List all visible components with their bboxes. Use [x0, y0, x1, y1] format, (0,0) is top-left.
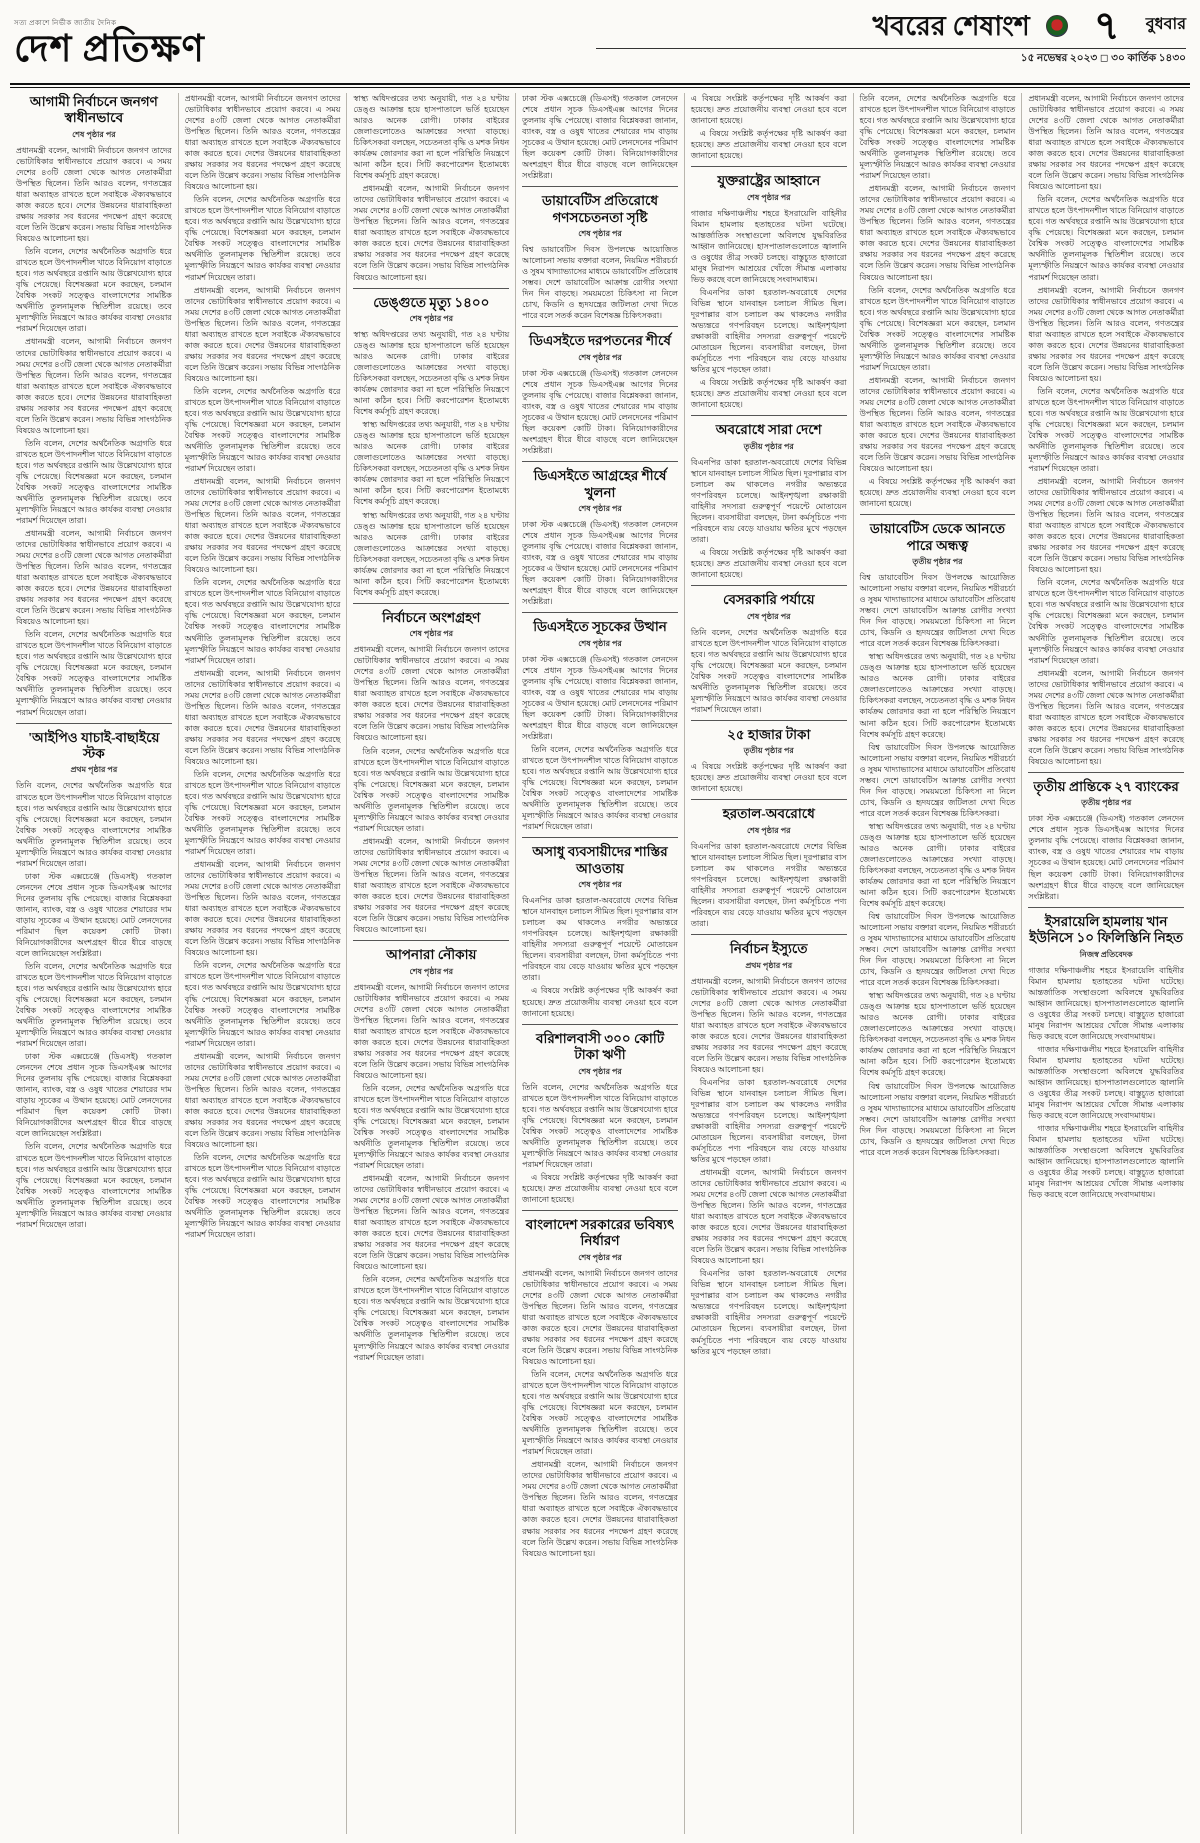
story-body [522, 368, 678, 456]
story [691, 934, 847, 1357]
story-headline: তৃতীয় প্রান্তিকে ২৭ ব্যাংকের [1033, 778, 1179, 794]
story-paragraph: তিনি বলেন, দেশের অর্থনৈতিক অগ্রগতি ধরে রাখতে হলে উৎপাদনশীল খাতে বিনিয়োগ বাড়াতে হবে। গত অর্থবছরে রপ্তানি আয় উল্লেখযোগ্য হারে বৃদ্ধি পেয়েছে। বিশেষজ্ঞরা মনে করছেন, চলমান বৈশ্বিক সংকট সত্ত্বেও বাংলাদেশের সামষ্টিক অর্থনীতি তুলনামূলক স্থিতিশীল রয়েছে। তবে মূল্যস্ফীতি নিয়ন্ত্রণে আরও কার্যকর ব্যবস্থা নেওয়ার পরামর্শ দিয়েছেন তারা। [522, 745, 678, 832]
story-kicker: শেষ পৃষ্ঠার পর [578, 1252, 622, 1262]
story-kicker: তৃতীয় পৃষ্ঠার পর [743, 746, 794, 756]
story [691, 720, 847, 795]
story-kicker: শেষ পৃষ্ঠার পর [746, 825, 791, 835]
story-kicker: শেষ পৃষ্ঠার পর [578, 229, 622, 239]
story-kicker: শেষ পৃষ্ঠার পর [578, 880, 622, 890]
story-paragraph: এ বিষয়ে সংশ্লিষ্ট কর্তৃপক্ষের দৃষ্টি আকর্ষণ করা হয়েছে। দ্রুত প্রয়োজনীয় ব্যবস্থা নেওয়া হবে বলে জানানো হয়েছে। [522, 1172, 678, 1204]
story-paragraph: প্রধানমন্ত্রী বলেন, আগামী নির্বাচনে জনগণ তাদের ভোটাধিকার স্বাধীনভাবে প্রয়োগ করবে। এ সময় দেশের ৪৩টি জেলা থেকে আগত নেতাকর্মীরা উপস্থিত ছিলেন। তিনি আরও বলেন, গণতন্ত্রের ধারা অব্যাহত রাখতে হলে সবাইকে ঐক্যবদ্ধভাবে কাজ করতে হবে। দেশের উন্নয়নের ধারাবাহিকতা রক্ষায় সরকার সব ধরনের পদক্ষেপ গ্রহণ করেছে বলে তিনি উল্লেখ করেন। সভায় বিভিন্ন সাংগঠনিক বিষয়েও আলোচনা হয়। [353, 836, 510, 934]
story-body [691, 208, 847, 411]
story-body [691, 457, 847, 580]
story-body [522, 895, 678, 1018]
story-kicker: শেষ পৃষ্ঠার পর [578, 352, 622, 362]
story-paragraph: তিনি বলেন, দেশের অর্থনৈতিক অগ্রগতি ধরে রাখতে হলে উৎপাদনশীল খাতে বিনিয়োগ বাড়াতে হবে। গত অর্থবছরে রপ্তানি আয় উল্লেখযোগ্য হারে বৃদ্ধি পেয়েছে। বিশেষজ্ঞরা মনে করছেন, চলমান বৈশ্বিক সংকট সত্ত্বেও বাংলাদেশের সামষ্টিক অর্থনীতি তুলনামূলক স্থিতিশীল রয়েছে। তবে মূল্যস্ফীতি নিয়ন্ত্রণে আরও কার্যকর ব্যবস্থা নেওয়ার পরামর্শ দিয়েছেন তারা। [353, 1083, 510, 1170]
story-paragraph: প্রধানমন্ত্রী বলেন, আগামী নির্বাচনে জনগণ তাদের ভোটাধিকার স্বাধীনভাবে প্রয়োগ করবে। এ সময় দেশের ৪৩টি জেলা থেকে আগত নেতাকর্মীরা উপস্থিত ছিলেন। তিনি আরও বলেন, গণতন্ত্রের ধারা অব্যাহত রাখতে হলে সবাইকে ঐক্যবদ্ধভাবে কাজ করতে হবে। দেশের উন্নয়নের ধারাবাহিকতা রক্ষায় সরকার সব ধরনের পদক্ষেপ গ্রহণ করেছে বলে তিনি উল্লেখ করেন। সভায় বিভিন্ন সাংগঠনিক বিষয়েও আলোচনা হয়। [522, 1268, 678, 1367]
story-paragraph: গাজার দক্ষিণাঞ্চলীয় শহরে ইসরায়েলি বাহিনীর বিমান হামলায় হতাহতের ঘটনা ঘটেছে। আন্তর্জাতিক সংস্থাগুলো অবিলম্বে যুদ্ধবিরতির আহ্বান জানিয়েছে। হাসপাতালগুলোতে জ্বালানি ও ওষুধের তীব্র সংকট চলছে। বাস্তুচ্যুত হাজারো মানুষ নিরাপদ আশ্রয়ের খোঁজে সীমান্ত এলাকায় ভিড় করছে বলে জানিয়েছে সংবাদমাধ্যম। [1028, 1044, 1185, 1120]
story-paragraph: তিনি বলেন, দেশের অর্থনৈতিক অগ্রগতি ধরে রাখতে হলে উৎপাদনশীল খাতে বিনিয়োগ বাড়াতে হবে। গত অর্থবছরে রপ্তানি আয় উল্লেখযোগ্য হারে বৃদ্ধি পেয়েছে। বিশেষজ্ঞরা মনে করছেন, চলমান বৈশ্বিক সংকট সত্ত্বেও বাংলাদেশের সামষ্টিক অর্থনীতি তুলনামূলক স্থিতিশীল রয়েছে। তবে মূল্যস্ফীতি নিয়ন্ত্রণে আরও কার্যকর ব্যবস্থা নেওয়ার পরামর্শ দিয়েছেন তারা। [16, 1142, 172, 1229]
story [353, 288, 509, 598]
story-paragraph: তিনি বলেন, দেশের অর্থনৈতিক অগ্রগতি ধরে রাখতে হলে উৎপাদনশীল খাতে বিনিয়োগ বাড়াতে হবে। গত অর্থবছরে রপ্তানি আয় উল্লেখযোগ্য হারে বৃদ্ধি পেয়েছে। বিশেষজ্ঞরা মনে করছেন, চলমান বৈশ্বিক সংকট সত্ত্বেও বাংলাদেশের সামষ্টিক অর্থনীতি তুলনামূলক স্থিতিশীল রয়েছে। তবে মূল্যস্ফীতি নিয়ন্ত্রণে আরও কার্যকর ব্যবস্থা নেওয়ার পরামর্শ দিয়েছেন তারা। [184, 195, 341, 282]
story-headline: বাংলাদেশ সরকারের ভবিষ্যৎ নির্ধারণ [525, 1216, 675, 1249]
story-paragraph: প্রধানমন্ত্রী বলেন, আগামী নির্বাচনে জনগণ তাদের ভোটাধিকার স্বাধীনভাবে প্রয়োগ করবে। এ সময় দেশের ৪৩টি জেলা থেকে আগত নেতাকর্মীরা উপস্থিত ছিলেন। তিনি আরও বলেন, গণতন্ত্রের ধারা অব্যাহত রাখতে হলে সবাইকে ঐক্যবদ্ধভাবে কাজ করতে হবে। দেশের উন্নয়নের ধারাবাহিকতা রক্ষায় সরকার সব ধরনের পদক্ষেপ গ্রহণ করেছে বলে তিনি উল্লেখ করেন। সভায় বিভিন্ন সাংগঠনিক বিষয়েও আলোচনা হয়। [690, 976, 847, 1074]
masthead-right [235, 3, 1186, 68]
story-kicker: শেষ পৃষ্ঠার পর [72, 129, 116, 139]
story-paragraph: এ বিষয়ে সংশ্লিষ্ট কর্তৃপক্ষের দৃষ্টি আকর্ষণ করা হয়েছে। দ্রুত প্রয়োজনীয় ব্যবস্থা নেওয়া হবে বলে জানানো হয়েছে। [690, 94, 847, 126]
story-paragraph: প্রধানমন্ত্রী বলেন, আগামী নির্বাচনে জনগণ তাদের ভোটাধিকার স্বাধীনভাবে প্রয়োগ করবে। এ সময় দেশের ৪৩টি জেলা থেকে আগত নেতাকর্মীরা উপস্থিত ছিলেন। তিনি আরও বলেন, গণতন্ত্রের ধারা অব্যাহত রাখতে হলে সবাইকে ঐক্যবদ্ধভাবে কাজ করতে হবে। দেশের উন্নয়নের ধারাবাহিকতা রক্ষায় সরকার সব ধরনের পদক্ষেপ গ্রহণ করেছে বলে তিনি উল্লেখ করেন। সভায় বিভিন্ন সাংগঠনিক বিষয়েও আলোচনা হয়। [353, 1174, 510, 1272]
story-paragraph: তিনি বলেন, দেশের অর্থনৈতিক অগ্রগতি ধরে রাখতে হলে উৎপাদনশীল খাতে বিনিয়োগ বাড়াতে হবে। গত অর্থবছরে রপ্তানি আয় উল্লেখযোগ্য হারে বৃদ্ধি পেয়েছে। বিশেষজ্ঞরা মনে করছেন, চলমান বৈশ্বিক সংকট সত্ত্বেও বাংলাদেশের সামষ্টিক অর্থনীতি তুলনামূলক স্থিতিশীল রয়েছে। তবে মূল্যস্ফীতি নিয়ন্ত্রণে আরও কার্যকর ব্যবস্থা নেওয়ার পরামর্শ দিয়েছেন তারা। [522, 1082, 678, 1169]
story-body [691, 841, 847, 929]
story-paragraph: এ বিষয়ে সংশ্লিষ্ট কর্তৃপক্ষের দৃষ্টি আকর্ষণ করা হয়েছে। দ্রুত প্রয়োজনীয় ব্যবস্থা নেওয়া হবে বলে জানানো হয়েছে। [690, 547, 847, 579]
story-paragraph: প্রধানমন্ত্রী বলেন, আগামী নির্বাচনে জনগণ তাদের ভোটাধিকার স্বাধীনভাবে প্রয়োগ করবে। এ সময় দেশের ৪৩টি জেলা থেকে আগত নেতাকর্মীরা উপস্থিত ছিলেন। তিনি আরও বলেন, গণতন্ত্রের ধারা অব্যাহত রাখতে হলে সবাইকে ঐক্যবদ্ধভাবে কাজ করতে হবে। দেশের উন্নয়নের ধারাবাহিকতা রক্ষায় সরকার সব ধরনের পদক্ষেপ গ্রহণ করেছে বলে তিনি উল্লেখ করেন। সভায় বিভিন্ন সাংগঠনিক বিষয়েও আলোচনা হয়। [16, 145, 172, 244]
story-body [522, 93, 678, 181]
story-paragraph: বিএনপির ডাকা হরতাল-অবরোধে দেশের বিভিন্ন স্থানে যানবাহন চলাচল সীমিত ছিল। দূরপাল্লার বাস চলাচল কম থাকলেও নগরীর অভ্যন্তরে গণপরিবহন চলেছে। আইনশৃঙ্খলা রক্ষাকারী বাহিনীর সদস্যরা গুরুত্বপূর্ণ পয়েন্টে মোতায়েন ছিলেন। ব্যবসায়ীরা বলছেন, টানা কর্মসূচিতে পণ্য পরিবহনে ব্যয় বেড়ে যাওয়ায় ক্ষতির মুখে পড়ছেন তারা। [690, 841, 847, 928]
paper-logo: দেশ প্রতিক্ষণ [14, 29, 205, 70]
story-paragraph: বিএনপির ডাকা হরতাল-অবরোধে দেশের বিভিন্ন স্থানে যানবাহন চলাচল সীমিত ছিল। দূরপাল্লার বাস চলাচল কম থাকলেও নগরীর অভ্যন্তরে গণপরিবহন চলেছে। আইনশৃঙ্খলা রক্ষাকারী বাহিনীর সদস্যরা গুরুত্বপূর্ণ পয়েন্টে মোতায়েন ছিলেন। ব্যবসায়ীরা বলছেন, টানা কর্মসূচিতে পণ্য পরিবহনে ব্যয় বেড়ে যাওয়ায় ক্ষতির মুখে পড়ছেন তারা। [690, 457, 847, 544]
header-divider [10, 83, 1190, 88]
story-paragraph: প্রধানমন্ত্রী বলেন, আগামী নির্বাচনে জনগণ তাদের ভোটাধিকার স্বাধীনভাবে প্রয়োগ করবে। এ সময় দেশের ৪৩টি জেলা থেকে আগত নেতাকর্মীরা উপস্থিত ছিলেন। তিনি আরও বলেন, গণতন্ত্রের ধারা অব্যাহত রাখতে হলে সবাইকে ঐক্যবদ্ধভাবে কাজ করতে হবে। দেশের উন্নয়নের ধারাবাহিকতা রক্ষায় সরকার সব ধরনের পদক্ষেপ গ্রহণ করেছে বলে তিনি উল্লেখ করেন। সভায় বিভিন্ন সাংগঠনিক বিষয়েও আলোচনা হয়। [859, 375, 1016, 474]
story-body [691, 976, 847, 1357]
story-paragraph: ঢাকা স্টক এক্সচেঞ্জে (ডিএসই) গতকাল লেনদেন শেষে প্রধান সূচক ডিএসইএক্স আগের দিনের তুলনায় বৃদ্ধি পেয়েছে। বাজার বিশ্লেষকরা জানান, ব্যাংক, বস্ত্র ও ওষুধ খাতের শেয়ারের দাম বাড়ায় সূচকের এ উত্থান হয়েছে। মোট লেনদেনের পরিমাণ ছিল কয়েকশ কোটি টাকা। বিনিয়োগকারীদের অংশগ্রহণ ধীরে ধীরে বাড়ছে বলে জানিয়েছেন সংশ্লিষ্টরা। [522, 654, 678, 741]
story-paragraph: এ বিষয়ে সংশ্লিষ্ট কর্তৃপক্ষের দৃষ্টি আকর্ষণ করা হয়েছে। দ্রুত প্রয়োজনীয় ব্যবস্থা নেওয়া হবে বলে জানানো হয়েছে। [690, 762, 847, 794]
story [1028, 907, 1184, 1201]
story-body [1028, 93, 1184, 767]
story [353, 940, 509, 1363]
story-paragraph: প্রধানমন্ত্রী বলেন, আগামী নির্বাচনে জনগণ তাদের ভোটাধিকার স্বাধীনভাবে প্রয়োগ করবে। এ সময় দেশের ৪৩টি জেলা থেকে আগত নেতাকর্মীরা উপস্থিত ছিলেন। তিনি আরও বলেন, গণতন্ত্রের ধারা অব্যাহত রাখতে হলে সবাইকে ঐক্যবদ্ধভাবে কাজ করতে হবে। দেশের উন্নয়নের ধারাবাহিকতা রক্ষায় সরকার সব ধরনের পদক্ষেপ গ্রহণ করেছে বলে তিনি উল্লেখ করেন। সভায় বিভিন্ন সাংগঠনিক বিষয়েও আলোচনা হয়। [522, 1460, 678, 1558]
story-paragraph: স্বাস্থ্য অধিদপ্তরের তথ্য অনুযায়ী, গত ২৪ ঘণ্টায় ডেঙ্গু আক্রান্ত হয়ে হাসপাতালে ভর্তি হয়েছেন আরও অনেক রোগী। ঢাকার বাইরের জেলাগুলোতেও আক্রান্তের সংখ্যা বাড়ছে। চিকিৎসকরা বলছেন, সচেতনতা বৃদ্ধি ও মশক নিধন কার্যক্রম জোরদার করা না হলে পরিস্থিতি নিয়ন্ত্রণে আনা কঠিন হবে। সিটি করপোরেশন ইতোমধ্যে বিশেষ কর্মসূচি গ্রহণ করেছে। [353, 510, 510, 597]
story [691, 166, 847, 410]
story-paragraph: তিনি বলেন, দেশের অর্থনৈতিক অগ্রগতি ধরে রাখতে হলে উৎপাদনশীল খাতে বিনিয়োগ বাড়াতে হবে। গত অর্থবছরে রপ্তানি আয় উল্লেখযোগ্য হারে বৃদ্ধি পেয়েছে। বিশেষজ্ঞরা মনে করছেন, চলমান বৈশ্বিক সংকট সত্ত্বেও বাংলাদেশের সামষ্টিক অর্থনীতি তুলনামূলক স্থিতিশীল রয়েছে। তবে মূল্যস্ফীতি নিয়ন্ত্রণে আরও কার্যকর ব্যবস্থা নেওয়ার পরামর্শ দিয়েছেন তারা। [184, 961, 341, 1048]
logo-block [14, 17, 205, 68]
story-paragraph: বিশ্ব ডায়াবেটিস দিবস উপলক্ষে আয়োজিত আলোচনা সভায় বক্তারা বলেন, নিয়মিত শরীরচর্চা ও সুষম খাদ্যাভ্যাসের মাধ্যমে ডায়াবেটিস প্রতিরোধ সম্ভব। দেশে ডায়াবেটিস আক্রান্ত রোগীর সংখ্যা দিন দিন বাড়ছে। সময়মতো চিকিৎসা না নিলে চোখ, কিডনি ও হৃদযন্ত্রের জটিলতা দেখা দিতে পারে বলে সতর্ক করেন বিশেষজ্ঞ চিকিৎসকরা। [859, 912, 1016, 988]
story-paragraph: বিএনপির ডাকা হরতাল-অবরোধে দেশের বিভিন্ন স্থানে যানবাহন চলাচল সীমিত ছিল। দূরপাল্লার বাস চলাচল কম থাকলেও নগরীর অভ্যন্তরে গণপরিবহন চলেছে। আইনশৃঙ্খলা রক্ষাকারী বাহিনীর সদস্যরা গুরুত্বপূর্ণ পয়েন্টে মোতায়েন ছিলেন। ব্যবসায়ীরা বলছেন, টানা কর্মসূচিতে পণ্য পরিবহনে ব্যয় বেড়ে যাওয়ায় ক্ষতির মুখে পড়ছেন তারা। [690, 287, 847, 375]
story-paragraph: তিনি বলেন, দেশের অর্থনৈতিক অগ্রগতি ধরে রাখতে হলে উৎপাদনশীল খাতে বিনিয়োগ বাড়াতে হবে। গত অর্থবছরে রপ্তানি আয় উল্লেখযোগ্য হারে বৃদ্ধি পেয়েছে। বিশেষজ্ঞরা মনে করছেন, চলমান বৈশ্বিক সংকট সত্ত্বেও বাংলাদেশের সামষ্টিক অর্থনীতি তুলনামূলক স্থিতিশীল রয়েছে। তবে মূল্যস্ফীতি নিয়ন্ত্রণে আরও কার্যকর ব্যবস্থা নেওয়ার পরামর্শ দিয়েছেন তারা। [1028, 386, 1185, 474]
story-paragraph: প্রধানমন্ত্রী বলেন, আগামী নির্বাচনে জনগণ তাদের ভোটাধিকার স্বাধীনভাবে প্রয়োগ করবে। এ সময় দেশের ৪৩টি জেলা থেকে আগত নেতাকর্মীরা উপস্থিত ছিলেন। তিনি আরও বলেন, গণতন্ত্রের ধারা অব্যাহত রাখতে হলে সবাইকে ঐক্যবদ্ধভাবে কাজ করতে হবে। দেশের উন্নয়নের ধারাবাহিকতা রক্ষায় সরকার সব ধরনের পদক্ষেপ গ্রহণ করেছে বলে তিনি উল্লেখ করেন। সভায় বিভিন্ন সাংগঠনিক বিষয়েও আলোচনা হয়। [184, 477, 341, 575]
story [1028, 772, 1184, 902]
story [1028, 93, 1184, 767]
story-body [16, 780, 172, 1229]
story-body [691, 627, 847, 715]
story-paragraph: তিনি বলেন, দেশের অর্থনৈতিক অগ্রগতি ধরে রাখতে হলে উৎপাদনশীল খাতে বিনিয়োগ বাড়াতে হবে। গত অর্থবছরে রপ্তানি আয় উল্লেখযোগ্য হারে বৃদ্ধি পেয়েছে। বিশেষজ্ঞরা মনে করছেন, চলমান বৈশ্বিক সংকট সত্ত্বেও বাংলাদেশের সামষ্টিক অর্থনীতি তুলনামূলক স্থিতিশীল রয়েছে। তবে মূল্যস্ফীতি নিয়ন্ত্রণে আরও কার্যকর ব্যবস্থা নেওয়ার পরামর্শ দিয়েছেন তারা। [184, 578, 341, 665]
story-paragraph: প্রধানমন্ত্রী বলেন, আগামী নির্বাচনে জনগণ তাদের ভোটাধিকার স্বাধীনভাবে প্রয়োগ করবে। এ সময় দেশের ৪৩টি জেলা থেকে আগত নেতাকর্মীরা উপস্থিত ছিলেন। তিনি আরও বলেন, গণতন্ত্রের ধারা অব্যাহত রাখতে হলে সবাইকে ঐক্যবদ্ধভাবে কাজ করতে হবে। দেশের উন্নয়নের ধারাবাহিকতা রক্ষায় সরকার সব ধরনের পদক্ষেপ গ্রহণ করেছে বলে তিনি উল্লেখ করেন। সভায় বিভিন্ন সাংগঠনিক বিষয়েও আলোচনা হয়। [859, 184, 1016, 282]
story-paragraph: ঢাকা স্টক এক্সচেঞ্জে (ডিএসই) গতকাল লেনদেন শেষে প্রধান সূচক ডিএসইএক্স আগের দিনের তুলনায় বৃদ্ধি পেয়েছে। বাজার বিশ্লেষকরা জানান, ব্যাংক, বস্ত্র ও ওষুধ খাতের শেয়ারের দাম বাড়ায় সূচকের এ উত্থান হয়েছে। মোট লেনদেনের পরিমাণ ছিল কয়েকশ কোটি টাকা। বিনিয়োগকারীদের অংশগ্রহণ ধীরে ধীরে বাড়ছে বলে জানিয়েছেন সংশ্লিষ্টরা। [16, 871, 172, 958]
story-paragraph: ঢাকা স্টক এক্সচেঞ্জে (ডিএসই) গতকাল লেনদেন শেষে প্রধান সূচক ডিএসইএক্স আগের দিনের তুলনায় বৃদ্ধি পেয়েছে। বাজার বিশ্লেষকরা জানান, ব্যাংক, বস্ত্র ও ওষুধ খাতের শেয়ারের দাম বাড়ায় সূচকের এ উত্থান হয়েছে। মোট লেনদেনের পরিমাণ ছিল কয়েকশ কোটি টাকা। বিনিয়োগকারীদের অংশগ্রহণ ধীরে ধীরে বাড়ছে বলে জানিয়েছেন সংশ্লিষ্টরা। [522, 520, 678, 607]
story-headline: আপনারা নৌকায় [386, 947, 477, 963]
story-paragraph: প্রধানমন্ত্রী বলেন, আগামী নির্বাচনে জনগণ তাদের ভোটাধিকার স্বাধীনভাবে প্রয়োগ করবে। এ সময় দেশের ৪৩টি জেলা থেকে আগত নেতাকর্মীরা উপস্থিত ছিলেন। তিনি আরও বলেন, গণতন্ত্রের ধারা অব্যাহত রাখতে হলে সবাইকে ঐক্যবদ্ধভাবে কাজ করতে হবে। দেশের উন্নয়নের ধারাবাহিকতা রক্ষায় সরকার সব ধরনের পদক্ষেপ গ্রহণ করেছে বলে তিনি উল্লেখ করেন। সভায় বিভিন্ন সাংগঠনিক বিষয়েও আলোচনা হয়। [353, 982, 510, 1080]
story-kicker: তৃতীয় পৃষ্ঠার পর [1081, 798, 1132, 808]
story-kicker: শেষ পৃষ্ঠার পর [578, 638, 622, 648]
story-paragraph: এ বিষয়ে সংশ্লিষ্ট কর্তৃপক্ষের দৃষ্টি আকর্ষণ করা হয়েছে। দ্রুত প্রয়োজনীয় ব্যবস্থা নেওয়া হবে বলে জানানো হয়েছে। [690, 378, 847, 410]
story-paragraph: বিশ্ব ডায়াবেটিস দিবস উপলক্ষে আয়োজিত আলোচনা সভায় বক্তারা বলেন, নিয়মিত শরীরচর্চা ও সুষম খাদ্যাভ্যাসের মাধ্যমে ডায়াবেটিস প্রতিরোধ সম্ভব। দেশে ডায়াবেটিস আক্রান্ত রোগীর সংখ্যা দিন দিন বাড়ছে। সময়মতো চিকিৎসা না নিলে চোখ, কিডনি ও হৃদযন্ত্রের জটিলতা দেখা দিতে পারে বলে সতর্ক করেন বিশেষজ্ঞ চিকিৎসকরা। [859, 1081, 1016, 1157]
story-kicker: প্রথম পৃষ্ঠার পর [70, 765, 118, 775]
story [522, 326, 678, 456]
story-paragraph: বিএনপির ডাকা হরতাল-অবরোধে দেশের বিভিন্ন স্থানে যানবাহন চলাচল সীমিত ছিল। দূরপাল্লার বাস চলাচল কম থাকলেও নগরীর অভ্যন্তরে গণপরিবহন চলেছে। আইনশৃঙ্খলা রক্ষাকারী বাহিনীর সদস্যরা গুরুত্বপূর্ণ পয়েন্টে মোতায়েন ছিলেন। ব্যবসায়ীরা বলছেন, টানা কর্মসূচিতে পণ্য পরিবহনে ব্যয় বেড়ে যাওয়ায় ক্ষতির মুখে পড়ছেন তারা। [522, 896, 678, 983]
story-paragraph: তিনি বলেন, দেশের অর্থনৈতিক অগ্রগতি ধরে রাখতে হলে উৎপাদনশীল খাতে বিনিয়োগ বাড়াতে হবে। গত অর্থবছরে রপ্তানি আয় উল্লেখযোগ্য হারে বৃদ্ধি পেয়েছে। বিশেষজ্ঞরা মনে করছেন, চলমান বৈশ্বিক সংকট সত্ত্বেও বাংলাদেশের সামষ্টিক অর্থনীতি তুলনামূলক স্থিতিশীল রয়েছে। তবে মূল্যস্ফীতি নিয়ন্ত্রণে আরও কার্যকর ব্যবস্থা নেওয়ার পরামর্শ দিয়েছেন তারা। [16, 781, 172, 868]
story-headline: ডায়াবেটিস ডেকে আনতে পারে অন্ধত্ব [869, 521, 1006, 553]
news-column [854, 93, 1023, 1834]
story-body [185, 93, 341, 1240]
story-headline: আগামী নির্বাচনে জনগণ স্বাধীনভাবে [29, 94, 158, 126]
news-column [1022, 93, 1190, 1834]
story-paragraph: তিনি বলেন, দেশের অর্থনৈতিক অগ্রগতি ধরে রাখতে হলে উৎপাদনশীল খাতে বিনিয়োগ বাড়াতে হবে। গত অর্থবছরে রপ্তানি আয় উল্লেখযোগ্য হারে বৃদ্ধি পেয়েছে। বিশেষজ্ঞরা মনে করছেন, চলমান বৈশ্বিক সংকট সত্ত্বেও বাংলাদেশের সামষ্টিক অর্থনীতি তুলনামূলক স্থিতিশীল রয়েছে। তবে মূল্যস্ফীতি নিয়ন্ত্রণে আরও কার্যকর ব্যবস্থা নেওয়ার পরামর্শ দিয়েছেন তারা। [184, 386, 341, 474]
story [353, 93, 509, 283]
news-column [347, 93, 516, 1834]
story-paragraph: স্বাস্থ্য অধিদপ্তরের তথ্য অনুযায়ী, গত ২৪ ঘণ্টায় ডেঙ্গু আক্রান্ত হয়ে হাসপাতালে ভর্তি হয়েছেন আরও অনেক রোগী। ঢাকার বাইরের জেলাগুলোতেও আক্রান্তের সংখ্যা বাড়ছে। চিকিৎসকরা বলছেন, সচেতনতা বৃদ্ধি ও মশক নিধন কার্যক্রম জোরদার করা না হলে পরিস্থিতি নিয়ন্ত্রণে আনা কঠিন হবে। সিটি করপোরেশন ইতোমধ্যে বিশেষ কর্মসূচি গ্রহণ করেছে। [859, 652, 1016, 739]
story-paragraph: তিনি বলেন, দেশের অর্থনৈতিক অগ্রগতি ধরে রাখতে হলে উৎপাদনশীল খাতে বিনিয়োগ বাড়াতে হবে। গত অর্থবছরে রপ্তানি আয় উল্লেখযোগ্য হারে বৃদ্ধি পেয়েছে। বিশেষজ্ঞরা মনে করছেন, চলমান বৈশ্বিক সংকট সত্ত্বেও বাংলাদেশের সামষ্টিক অর্থনীতি তুলনামূলক স্থিতিশীল রয়েছে। তবে মূল্যস্ফীতি নিয়ন্ত্রণে আরও কার্যকর ব্যবস্থা নেওয়ার পরামর্শ দিয়েছেন তারা। [16, 630, 172, 717]
story [16, 94, 172, 718]
story-paragraph: প্রধানমন্ত্রী বলেন, আগামী নির্বাচনে জনগণ তাদের ভোটাধিকার স্বাধীনভাবে প্রয়োগ করবে। এ সময় দেশের ৪৩টি জেলা থেকে আগত নেতাকর্মীরা উপস্থিত ছিলেন। তিনি আরও বলেন, গণতন্ত্রের ধারা অব্যাহত রাখতে হলে সবাইকে ঐক্যবদ্ধভাবে কাজ করতে হবে। দেশের উন্নয়নের ধারাবাহিকতা রক্ষায় সরকার সব ধরনের পদক্ষেপ গ্রহণ করেছে বলে তিনি উল্লেখ করেন। সভায় বিভিন্ন সাংগঠনিক বিষয়েও আলোচনা হয়। [1028, 477, 1185, 575]
story-headline: বরিশালবাসী ৩০০ কোটি টাকা ঋণী [535, 1030, 665, 1063]
story-body [522, 519, 678, 607]
story-paragraph: তিনি বলেন, দেশের অর্থনৈতিক অগ্রগতি ধরে রাখতে হলে উৎপাদনশীল খাতে বিনিয়োগ বাড়াতে হবে। গত অর্থবছরে রপ্তানি আয় উল্লেখযোগ্য হারে বৃদ্ধি পেয়েছে। বিশেষজ্ঞরা মনে করছেন, চলমান বৈশ্বিক সংকট সত্ত্বেও বাংলাদেশের সামষ্টিক অর্থনীতি তুলনামূলক স্থিতিশীল রয়েছে। তবে মূল্যস্ফীতি নিয়ন্ত্রণে আরও কার্যকর ব্যবস্থা নেওয়ার পরামর্শ দিয়েছেন তারা। [16, 438, 172, 525]
story-body [1028, 965, 1184, 1201]
news-column [516, 93, 685, 1834]
story-paragraph: তিনি বলেন, দেশের অর্থনৈতিক অগ্রগতি ধরে রাখতে হলে উৎপাদনশীল খাতে বিনিয়োগ বাড়াতে হবে। গত অর্থবছরে রপ্তানি আয় উল্লেখযোগ্য হারে বৃদ্ধি পেয়েছে। বিশেষজ্ঞরা মনে করছেন, চলমান বৈশ্বিক সংকট সত্ত্বেও বাংলাদেশের সামষ্টিক অর্থনীতি তুলনামূলক স্থিতিশীল রয়েছে। তবে মূল্যস্ফীতি নিয়ন্ত্রণে আরও কার্যকর ব্যবস্থা নেওয়ার পরামর্শ দিয়েছেন তারা। [184, 769, 341, 857]
story-paragraph: প্রধানমন্ত্রী বলেন, আগামী নির্বাচনে জনগণ তাদের ভোটাধিকার স্বাধীনভাবে প্রয়োগ করবে। এ সময় দেশের ৪৩টি জেলা থেকে আগত নেতাকর্মীরা উপস্থিত ছিলেন। তিনি আরও বলেন, গণতন্ত্রের ধারা অব্যাহত রাখতে হলে সবাইকে ঐক্যবদ্ধভাবে কাজ করতে হবে। দেশের উন্নয়নের ধারাবাহিকতা রক্ষায় সরকার সব ধরনের পদক্ষেপ গ্রহণ করেছে বলে তিনি উল্লেখ করেন। সভায় বিভিন্ন সাংগঠনিক বিষয়েও আলোচনা হয়। [1028, 285, 1185, 383]
story-paragraph: তিনি বলেন, দেশের অর্থনৈতিক অগ্রগতি ধরে রাখতে হলে উৎপাদনশীল খাতে বিনিয়োগ বাড়াতে হবে। গত অর্থবছরে রপ্তানি আয় উল্লেখযোগ্য হারে বৃদ্ধি পেয়েছে। বিশেষজ্ঞরা মনে করছেন, চলমান বৈশ্বিক সংকট সত্ত্বেও বাংলাদেশের সামষ্টিক অর্থনীতি তুলনামূলক স্থিতিশীল রয়েছে। তবে মূল্যস্ফীতি নিয়ন্ত্রণে আরও কার্যকর ব্যবস্থা নেওয়ার পরামর্শ দিয়েছেন তারা। [690, 627, 847, 714]
story-kicker: শেষ পৃষ্ঠার পর [409, 966, 454, 976]
story [522, 1210, 678, 1559]
story-kicker: তৃতীয় পৃষ্ঠার পর [743, 441, 794, 451]
story-headline: ডিএসইতে সূচকের উত্থান [533, 619, 667, 635]
story-headline: 'আইপিও যাচাই-বাছাইয়ে স্টক [28, 729, 160, 761]
story-paragraph: তিনি বলেন, দেশের অর্থনৈতিক অগ্রগতি ধরে রাখতে হলে উৎপাদনশীল খাতে বিনিয়োগ বাড়াতে হবে। গত অর্থবছরে রপ্তানি আয় উল্লেখযোগ্য হারে বৃদ্ধি পেয়েছে। বিশেষজ্ঞরা মনে করছেন, চলমান বৈশ্বিক সংকট সত্ত্বেও বাংলাদেশের সামষ্টিক অর্থনীতি তুলনামূলক স্থিতিশীল রয়েছে। তবে মূল্যস্ফীতি নিয়ন্ত্রণে আরও কার্যকর ব্যবস্থা নেওয়ার পরামর্শ দিয়েছেন তারা। [1028, 578, 1185, 665]
story-paragraph: ঢাকা স্টক এক্সচেঞ্জে (ডিএসই) গতকাল লেনদেন শেষে প্রধান সূচক ডিএসইএক্স আগের দিনের তুলনায় বৃদ্ধি পেয়েছে। বাজার বিশ্লেষকরা জানান, ব্যাংক, বস্ত্র ও ওষুধ খাতের শেয়ারের দাম বাড়ায় সূচকের এ উত্থান হয়েছে। মোট লেনদেনের পরিমাণ ছিল কয়েকশ কোটি টাকা। বিনিয়োগকারীদের অংশগ্রহণ ধীরে ধীরে বাড়ছে বলে জানিয়েছেন সংশ্লিষ্টরা। [522, 368, 678, 456]
story [522, 837, 678, 1018]
story-paragraph: প্রধানমন্ত্রী বলেন, আগামী নির্বাচনে জনগণ তাদের ভোটাধিকার স্বাধীনভাবে প্রয়োগ করবে। এ সময় দেশের ৪৩টি জেলা থেকে আগত নেতাকর্মীরা উপস্থিত ছিলেন। তিনি আরও বলেন, গণতন্ত্রের ধারা অব্যাহত রাখতে হলে সবাইকে ঐক্যবদ্ধভাবে কাজ করতে হবে। দেশের উন্নয়নের ধারাবাহিকতা রক্ষায় সরকার সব ধরনের পদক্ষেপ গ্রহণ করেছে বলে তিনি উল্লেখ করেন। সভায় বিভিন্ন সাংগঠনিক বিষয়েও আলোচনা হয়। [690, 1168, 847, 1266]
story-paragraph: প্রধানমন্ত্রী বলেন, আগামী নির্বাচনে জনগণ তাদের ভোটাধিকার স্বাধীনভাবে প্রয়োগ করবে। এ সময় দেশের ৪৩টি জেলা থেকে আগত নেতাকর্মীরা উপস্থিত ছিলেন। তিনি আরও বলেন, গণতন্ত্রের ধারা অব্যাহত রাখতে হলে সবাইকে ঐক্যবদ্ধভাবে কাজ করতে হবে। দেশের উন্নয়নের ধারাবাহিকতা রক্ষায় সরকার সব ধরনের পদক্ষেপ গ্রহণ করেছে বলে তিনি উল্লেখ করেন। সভায় বিভিন্ন সাংগঠনিক বিষয়েও আলোচনা হয়। [16, 337, 172, 435]
story [522, 186, 678, 321]
story-headline: ডিএসইতে দরপতনের শীর্ষে [529, 333, 671, 349]
story-body [16, 145, 172, 718]
story-paragraph: এ বিষয়ে সংশ্লিষ্ট কর্তৃপক্ষের দৃষ্টি আকর্ষণ করা হয়েছে। দ্রুত প্রয়োজনীয় ব্যবস্থা নেওয়া হবে বলে জানানো হয়েছে। [859, 477, 1016, 509]
story-headline: ইসরায়েলি হামলায় খান ইউনিসে ১০ ফিলিস্তিনি নিহত [1029, 913, 1184, 946]
story-body [522, 1082, 678, 1205]
story-kicker: শেষ পৃষ্ঠার পর [409, 629, 454, 639]
story-paragraph: তিনি বলেন, দেশের অর্থনৈতিক অগ্রগতি ধরে রাখতে হলে উৎপাদনশীল খাতে বিনিয়োগ বাড়াতে হবে। গত অর্থবছরে রপ্তানি আয় উল্লেখযোগ্য হারে বৃদ্ধি পেয়েছে। বিশেষজ্ঞরা মনে করছেন, চলমান বৈশ্বিক সংকট সত্ত্বেও বাংলাদেশের সামষ্টিক অর্থনীতি তুলনামূলক স্থিতিশীল রয়েছে। তবে মূল্যস্ফীতি নিয়ন্ত্রণে আরও কার্যকর ব্যবস্থা নেওয়ার পরামর্শ দিয়েছেন তারা। [16, 247, 172, 334]
story-headline: বেসরকারি পর্যায়ে [722, 592, 815, 608]
story-kicker: প্রথম পৃষ্ঠার পর [745, 960, 793, 970]
story-paragraph: প্রধানমন্ত্রী বলেন, আগামী নির্বাচনে জনগণ তাদের ভোটাধিকার স্বাধীনভাবে প্রয়োগ করবে। এ সময় দেশের ৪৩টি জেলা থেকে আগত নেতাকর্মীরা উপস্থিত ছিলেন। তিনি আরও বলেন, গণতন্ত্রের ধারা অব্যাহত রাখতে হলে সবাইকে ঐক্যবদ্ধভাবে কাজ করতে হবে। দেশের উন্নয়নের ধারাবাহিকতা রক্ষায় সরকার সব ধরনের পদক্ষেপ গ্রহণ করেছে বলে তিনি উল্লেখ করেন। সভায় বিভিন্ন সাংগঠনিক বিষয়েও আলোচনা হয়। [353, 184, 510, 282]
story-body [860, 572, 1016, 1158]
story [522, 612, 678, 832]
story-paragraph: ঢাকা স্টক এক্সচেঞ্জে (ডিএসই) গতকাল লেনদেন শেষে প্রধান সূচক ডিএসইএক্স আগের দিনের তুলনায় বৃদ্ধি পেয়েছে। বাজার বিশ্লেষকরা জানান, ব্যাংক, বস্ত্র ও ওষুধ খাতের শেয়ারের দাম বাড়ায় সূচকের এ উত্থান হয়েছে। মোট লেনদেনের পরিমাণ ছিল কয়েকশ কোটি টাকা। বিনিয়োগকারীদের অংশগ্রহণ ধীরে ধীরে বাড়ছে বলে জানিয়েছেন সংশ্লিষ্টরা। [522, 94, 678, 181]
day-label: বুধবার [1145, 15, 1186, 33]
story-paragraph: তিনি বলেন, দেশের অর্থনৈতিক অগ্রগতি ধরে রাখতে হলে উৎপাদনশীল খাতে বিনিয়োগ বাড়াতে হবে। গত অর্থবছরে রপ্তানি আয় উল্লেখযোগ্য হারে বৃদ্ধি পেয়েছে। বিশেষজ্ঞরা মনে করছেন, চলমান বৈশ্বিক সংকট সত্ত্বেও বাংলাদেশের সামষ্টিক অর্থনীতি তুলনামূলক স্থিতিশীল রয়েছে। তবে মূল্যস্ফীতি নিয়ন্ত্রণে আরও কার্যকর ব্যবস্থা নেওয়ার পরামর্শ দিয়েছেন তারা। [859, 94, 1016, 181]
story-headline: ডেঙ্গুতে মৃত্যু ১৪০০ [373, 294, 490, 310]
story-headline: ডিএসইতে আগ্রহের শীর্ষে খুলনা [533, 468, 667, 500]
story-paragraph: তিনি বলেন, দেশের অর্থনৈতিক অগ্রগতি ধরে রাখতে হলে উৎপাদনশীল খাতে বিনিয়োগ বাড়াতে হবে। গত অর্থবছরে রপ্তানি আয় উল্লেখযোগ্য হারে বৃদ্ধি পেয়েছে। বিশেষজ্ঞরা মনে করছেন, চলমান বৈশ্বিক সংকট সত্ত্বেও বাংলাদেশের সামষ্টিক অর্থনীতি তুলনামূলক স্থিতিশীল রয়েছে। তবে মূল্যস্ফীতি নিয়ন্ত্রণে আরও কার্যকর ব্যবস্থা নেওয়ার পরামর্শ দিয়েছেন তারা। [859, 285, 1016, 372]
story-kicker: শেষ পৃষ্ঠার পর [746, 611, 791, 621]
story-paragraph: বিএনপির ডাকা হরতাল-অবরোধে দেশের বিভিন্ন স্থানে যানবাহন চলাচল সীমিত ছিল। দূরপাল্লার বাস চলাচল কম থাকলেও নগরীর অভ্যন্তরে গণপরিবহন চলেছে। আইনশৃঙ্খলা রক্ষাকারী বাহিনীর সদস্যরা গুরুত্বপূর্ণ পয়েন্টে মোতায়েন ছিলেন। ব্যবসায়ীরা বলছেন, টানা কর্মসূচিতে পণ্য পরিবহনে ব্যয় বেড়ে যাওয়ায় ক্ষতির মুখে পড়ছেন তারা। [690, 1077, 847, 1164]
story [691, 415, 847, 580]
story [691, 585, 847, 715]
story-paragraph: প্রধানমন্ত্রী বলেন, আগামী নির্বাচনে জনগণ তাদের ভোটাধিকার স্বাধীনভাবে প্রয়োগ করবে। এ সময় দেশের ৪৩টি জেলা থেকে আগত নেতাকর্মীরা উপস্থিত ছিলেন। তিনি আরও বলেন, গণতন্ত্রের ধারা অব্যাহত রাখতে হলে সবাইকে ঐক্যবদ্ধভাবে কাজ করতে হবে। দেশের উন্নয়নের ধারাবাহিকতা রক্ষায় সরকার সব ধরনের পদক্ষেপ গ্রহণ করেছে বলে তিনি উল্লেখ করেন। সভায় বিভিন্ন সাংগঠনিক বিষয়েও আলোচনা হয়। [16, 529, 172, 627]
story-kicker: শেষ পৃষ্ঠার পর [746, 192, 791, 202]
page-number: ৭ [1093, 3, 1120, 48]
story-kicker: নিজস্ব প্রতিবেদক [1079, 949, 1133, 959]
story-paragraph: তিনি বলেন, দেশের অর্থনৈতিক অগ্রগতি ধরে রাখতে হলে উৎপাদনশীল খাতে বিনিয়োগ বাড়াতে হবে। গত অর্থবছরে রপ্তানি আয় উল্লেখযোগ্য হারে বৃদ্ধি পেয়েছে। বিশেষজ্ঞরা মনে করছেন, চলমান বৈশ্বিক সংকট সত্ত্বেও বাংলাদেশের সামষ্টিক অর্থনীতি তুলনামূলক স্থিতিশীল রয়েছে। তবে মূল্যস্ফীতি নিয়ন্ত্রণে আরও কার্যকর ব্যবস্থা নেওয়ার পরামর্শ দিয়েছেন তারা। [353, 1275, 510, 1362]
story-body [860, 93, 1016, 509]
story-body [353, 329, 509, 598]
story-body [353, 982, 509, 1363]
story-paragraph: প্রধানমন্ত্রী বলেন, আগামী নির্বাচনে জনগণ তাদের ভোটাধিকার স্বাধীনভাবে প্রয়োগ করবে। এ সময় দেশের ৪৩টি জেলা থেকে আগত নেতাকর্মীরা উপস্থিত ছিলেন। তিনি আরও বলেন, গণতন্ত্রের ধারা অব্যাহত রাখতে হলে সবাইকে ঐক্যবদ্ধভাবে কাজ করতে হবে। দেশের উন্নয়নের ধারাবাহিকতা রক্ষায় সরকার সব ধরনের পদক্ষেপ গ্রহণ করেছে বলে তিনি উল্লেখ করেন। সভায় বিভিন্ন সাংগঠনিক বিষয়েও আলোচনা হয়। [1028, 94, 1185, 192]
story [353, 603, 509, 935]
story-headline: হরতাল-অবরোধে [722, 806, 815, 822]
story-paragraph: স্বাস্থ্য অধিদপ্তরের তথ্য অনুযায়ী, গত ২৪ ঘণ্টায় ডেঙ্গু আক্রান্ত হয়ে হাসপাতালে ভর্তি হয়েছেন আরও অনেক রোগী। ঢাকার বাইরের জেলাগুলোতেও আক্রান্তের সংখ্যা বাড়ছে। চিকিৎসকরা বলছেন, সচেতনতা বৃদ্ধি ও মশক নিধন কার্যক্রম জোরদার করা না হলে পরিস্থিতি নিয়ন্ত্রণে আনা কঠিন হবে। সিটি করপোরেশন ইতোমধ্যে বিশেষ কর্মসূচি গ্রহণ করেছে। [353, 94, 510, 181]
story-paragraph: গাজার দক্ষিণাঞ্চলীয় শহরে ইসরায়েলি বাহিনীর বিমান হামলায় হতাহতের ঘটনা ঘটেছে। আন্তর্জাতিক সংস্থাগুলো অবিলম্বে যুদ্ধবিরতির আহ্বান জানিয়েছে। হাসপাতালগুলোতে জ্বালানি ও ওষুধের তীব্র সংকট চলছে। বাস্তুচ্যুত হাজারো মানুষ নিরাপদ আশ্রয়ের খোঁজে সীমান্ত এলাকায় ভিড় করছে বলে জানিয়েছে সংবাদমাধ্যম। [1028, 965, 1185, 1041]
news-column [179, 93, 348, 1834]
story-body [522, 244, 678, 321]
story-body [691, 93, 847, 161]
story-paragraph: গাজার দক্ষিণাঞ্চলীয় শহরে ইসরায়েলি বাহিনীর বিমান হামলায় হতাহতের ঘটনা ঘটেছে। আন্তর্জাতিক সংস্থাগুলো অবিলম্বে যুদ্ধবিরতির আহ্বান জানিয়েছে। হাসপাতালগুলোতে জ্বালানি ও ওষুধের তীব্র সংকট চলছে। বাস্তুচ্যুত হাজারো মানুষ নিরাপদ আশ্রয়ের খোঁজে সীমান্ত এলাকায় ভিড় করছে বলে জানিয়েছে সংবাদমাধ্যম। [690, 208, 847, 284]
story [860, 93, 1016, 509]
story-headline: অসাধু ব্যবসায়ীদের শাস্তির আওতায় [532, 844, 668, 876]
story-paragraph: এ বিষয়ে সংশ্লিষ্ট কর্তৃপক্ষের দৃষ্টি আকর্ষণ করা হয়েছে। দ্রুত প্রয়োজনীয় ব্যবস্থা নেওয়া হবে বলে জানানো হয়েছে। [690, 129, 847, 161]
story-paragraph: বিশ্ব ডায়াবেটিস দিবস উপলক্ষে আয়োজিত আলোচনা সভায় বক্তারা বলেন, নিয়মিত শরীরচর্চা ও সুষম খাদ্যাভ্যাসের মাধ্যমে ডায়াবেটিস প্রতিরোধ সম্ভব। দেশে ডায়াবেটিস আক্রান্ত রোগীর সংখ্যা দিন দিন বাড়ছে। সময়মতো চিকিৎসা না নিলে চোখ, কিডনি ও হৃদযন্ত্রের জটিলতা দেখা দিতে পারে বলে সতর্ক করেন বিশেষজ্ঞ চিকিৎসকরা। [522, 245, 678, 321]
story-body [522, 654, 678, 833]
story [691, 799, 847, 929]
story-paragraph: ঢাকা স্টক এক্সচেঞ্জে (ডিএসই) গতকাল লেনদেন শেষে প্রধান সূচক ডিএসইএক্স আগের দিনের তুলনায় বৃদ্ধি পেয়েছে। বাজার বিশ্লেষকরা জানান, ব্যাংক, বস্ত্র ও ওষুধ খাতের শেয়ারের দাম বাড়ায় সূচকের এ উত্থান হয়েছে। মোট লেনদেনের পরিমাণ ছিল কয়েকশ কোটি টাকা। বিনিয়োগকারীদের অংশগ্রহণ ধীরে ধীরে বাড়ছে বলে জানিয়েছেন সংশ্লিষ্টরা। [1028, 814, 1185, 901]
story-body [691, 761, 847, 794]
story [16, 723, 172, 1230]
story-headline: যুক্তরাষ্ট্রের আহ্বানে [717, 173, 821, 189]
story-paragraph: স্বাস্থ্য অধিদপ্তরের তথ্য অনুযায়ী, গত ২৪ ঘণ্টায় ডেঙ্গু আক্রান্ত হয়ে হাসপাতালে ভর্তি হয়েছেন আরও অনেক রোগী। ঢাকার বাইরের জেলাগুলোতেও আক্রান্তের সংখ্যা বাড়ছে। চিকিৎসকরা বলছেন, সচেতনতা বৃদ্ধি ও মশক নিধন কার্যক্রম জোরদার করা না হলে পরিস্থিতি নিয়ন্ত্রণে আনা কঠিন হবে। সিটি করপোরেশন ইতোমধ্যে বিশেষ কর্মসূচি গ্রহণ করেছে। [353, 330, 510, 417]
masthead [0, 0, 1200, 88]
story-headline: ডায়াবেটিস প্রতিরোধে গণসচেতনতা সৃষ্টি [542, 193, 659, 225]
story-paragraph: বিশ্ব ডায়াবেটিস দিবস উপলক্ষে আয়োজিত আলোচনা সভায় বক্তারা বলেন, নিয়মিত শরীরচর্চা ও সুষম খাদ্যাভ্যাসের মাধ্যমে ডায়াবেটিস প্রতিরোধ সম্ভব। দেশে ডায়াবেটিস আক্রান্ত রোগীর সংখ্যা দিন দিন বাড়ছে। সময়মতো চিকিৎসা না নিলে চোখ, কিডনি ও হৃদযন্ত্রের জটিলতা দেখা দিতে পারে বলে সতর্ক করেন বিশেষজ্ঞ চিকিৎসকরা। [859, 573, 1016, 649]
story-headline: নির্বাচনে অংশগ্রহণ [382, 609, 481, 625]
story-paragraph: তিনি বলেন, দেশের অর্থনৈতিক অগ্রগতি ধরে রাখতে হলে উৎপাদনশীল খাতে বিনিয়োগ বাড়াতে হবে। গত অর্থবছরে রপ্তানি আয় উল্লেখযোগ্য হারে বৃদ্ধি পেয়েছে। বিশেষজ্ঞরা মনে করছেন, চলমান বৈশ্বিক সংকট সত্ত্বেও বাংলাদেশের সামষ্টিক অর্থনীতি তুলনামূলক স্থিতিশীল রয়েছে। তবে মূল্যস্ফীতি নিয়ন্ত্রণে আরও কার্যকর ব্যবস্থা নেওয়ার পরামর্শ দিয়েছেন তারা। [522, 1370, 678, 1457]
story-paragraph: বিএনপির ডাকা হরতাল-অবরোধে দেশের বিভিন্ন স্থানে যানবাহন চলাচল সীমিত ছিল। দূরপাল্লার বাস চলাচল কম থাকলেও নগরীর অভ্যন্তরে গণপরিবহন চলেছে। আইনশৃঙ্খলা রক্ষাকারী বাহিনীর সদস্যরা গুরুত্বপূর্ণ পয়েন্টে মোতায়েন ছিলেন। ব্যবসায়ীরা বলছেন, টানা কর্মসূচিতে পণ্য পরিবহনে ব্যয় বেড়ে যাওয়ায় ক্ষতির মুখে পড়ছেন তারা। [690, 1269, 847, 1356]
story-body [1028, 813, 1184, 901]
story-paragraph: প্রধানমন্ত্রী বলেন, আগামী নির্বাচনে জনগণ তাদের ভোটাধিকার স্বাধীনভাবে প্রয়োগ করবে। এ সময় দেশের ৪৩টি জেলা থেকে আগত নেতাকর্মীরা উপস্থিত ছিলেন। তিনি আরও বলেন, গণতন্ত্রের ধারা অব্যাহত রাখতে হলে সবাইকে ঐক্যবদ্ধভাবে কাজ করতে হবে। দেশের উন্নয়নের ধারাবাহিকতা রক্ষায় সরকার সব ধরনের পদক্ষেপ গ্রহণ করেছে বলে তিনি উল্লেখ করেন। সভায় বিভিন্ন সাংগঠনিক বিষয়েও আলোচনা হয়। [184, 285, 341, 383]
story-body [353, 93, 509, 283]
story-paragraph: স্বাস্থ্য অধিদপ্তরের তথ্য অনুযায়ী, গত ২৪ ঘণ্টায় ডেঙ্গু আক্রান্ত হয়ে হাসপাতালে ভর্তি হয়েছেন আরও অনেক রোগী। ঢাকার বাইরের জেলাগুলোতেও আক্রান্তের সংখ্যা বাড়ছে। চিকিৎসকরা বলছেন, সচেতনতা বৃদ্ধি ও মশক নিধন কার্যক্রম জোরদার করা না হলে পরিস্থিতি নিয়ন্ত্রণে আনা কঠিন হবে। সিটি করপোরেশন ইতোমধ্যে বিশেষ কর্মসূচি গ্রহণ করেছে। [353, 420, 510, 507]
news-column [685, 93, 854, 1834]
story-paragraph: তিনি বলেন, দেশের অর্থনৈতিক অগ্রগতি ধরে রাখতে হলে উৎপাদনশীল খাতে বিনিয়োগ বাড়াতে হবে। গত অর্থবছরে রপ্তানি আয় উল্লেখযোগ্য হারে বৃদ্ধি পেয়েছে। বিশেষজ্ঞরা মনে করছেন, চলমান বৈশ্বিক সংকট সত্ত্বেও বাংলাদেশের সামষ্টিক অর্থনীতি তুলনামূলক স্থিতিশীল রয়েছে। তবে মূল্যস্ফীতি নিয়ন্ত্রণে আরও কার্যকর ব্যবস্থা নেওয়ার পরামর্শ দিয়েছেন তারা। [16, 961, 172, 1049]
story-paragraph: প্রধানমন্ত্রী বলেন, আগামী নির্বাচনে জনগণ তাদের ভোটাধিকার স্বাধীনভাবে প্রয়োগ করবে। এ সময় দেশের ৪৩টি জেলা থেকে আগত নেতাকর্মীরা উপস্থিত ছিলেন। তিনি আরও বলেন, গণতন্ত্রের ধারা অব্যাহত রাখতে হলে সবাইকে ঐক্যবদ্ধভাবে কাজ করতে হবে। দেশের উন্নয়নের ধারাবাহিকতা রক্ষায় সরকার সব ধরনের পদক্ষেপ গ্রহণ করেছে বলে তিনি উল্লেখ করেন। সভায় বিভিন্ন সাংগঠনিক বিষয়েও আলোচনা হয়। [184, 94, 341, 192]
story-paragraph: তিনি বলেন, দেশের অর্থনৈতিক অগ্রগতি ধরে রাখতে হলে উৎপাদনশীল খাতে বিনিয়োগ বাড়াতে হবে। গত অর্থবছরে রপ্তানি আয় উল্লেখযোগ্য হারে বৃদ্ধি পেয়েছে। বিশেষজ্ঞরা মনে করছেন, চলমান বৈশ্বিক সংকট সত্ত্বেও বাংলাদেশের সামষ্টিক অর্থনীতি তুলনামূলক স্থিতিশীল রয়েছে। তবে মূল্যস্ফীতি নিয়ন্ত্রণে আরও কার্যকর ব্যবস্থা নেওয়ার পরামর্শ দিয়েছেন তারা। [184, 1152, 341, 1240]
story-paragraph: প্রধানমন্ত্রী বলেন, আগামী নির্বাচনে জনগণ তাদের ভোটাধিকার স্বাধীনভাবে প্রয়োগ করবে। এ সময় দেশের ৪৩টি জেলা থেকে আগত নেতাকর্মীরা উপস্থিত ছিলেন। তিনি আরও বলেন, গণতন্ত্রের ধারা অব্যাহত রাখতে হলে সবাইকে ঐক্যবদ্ধভাবে কাজ করতে হবে। দেশের উন্নয়নের ধারাবাহিকতা রক্ষায় সরকার সব ধরনের পদক্ষেপ গ্রহণ করেছে বলে তিনি উল্লেখ করেন। সভায় বিভিন্ন সাংগঠনিক বিষয়েও আলোচনা হয়। [184, 668, 341, 766]
story-paragraph: এ বিষয়ে সংশ্লিষ্ট কর্তৃপক্ষের দৃষ্টি আকর্ষণ করা হয়েছে। দ্রুত প্রয়োজনীয় ব্যবস্থা নেওয়া হবে বলে জানানো হয়েছে। [522, 986, 678, 1018]
story [522, 93, 678, 181]
story-paragraph: গাজার দক্ষিণাঞ্চলীয় শহরে ইসরায়েলি বাহিনীর বিমান হামলায় হতাহতের ঘটনা ঘটেছে। আন্তর্জাতিক সংস্থাগুলো অবিলম্বে যুদ্ধবিরতির আহ্বান জানিয়েছে। হাসপাতালগুলোতে জ্বালানি ও ওষুধের তীব্র সংকট চলছে। বাস্তুচ্যুত হাজারো মানুষ নিরাপদ আশ্রয়ের খোঁজে সীমান্ত এলাকায় ভিড় করছে বলে জানিয়েছে সংবাদমাধ্যম। [1028, 1123, 1185, 1200]
story [860, 514, 1016, 1158]
paper-tagline: সত্য প্রকাশে নির্ভীক জাতীয় দৈনিক [14, 19, 117, 27]
story-paragraph: তিনি বলেন, দেশের অর্থনৈতিক অগ্রগতি ধরে রাখতে হলে উৎপাদনশীল খাতে বিনিয়োগ বাড়াতে হবে। গত অর্থবছরে রপ্তানি আয় উল্লেখযোগ্য হারে বৃদ্ধি পেয়েছে। বিশেষজ্ঞরা মনে করছেন, চলমান বৈশ্বিক সংকট সত্ত্বেও বাংলাদেশের সামষ্টিক অর্থনীতি তুলনামূলক স্থিতিশীল রয়েছে। তবে মূল্যস্ফীতি নিয়ন্ত্রণে আরও কার্যকর ব্যবস্থা নেওয়ার পরামর্শ দিয়েছেন তারা। [1028, 195, 1185, 282]
story [691, 93, 847, 161]
story-paragraph: প্রধানমন্ত্রী বলেন, আগামী নির্বাচনে জনগণ তাদের ভোটাধিকার স্বাধীনভাবে প্রয়োগ করবে। এ সময় দেশের ৪৩টি জেলা থেকে আগত নেতাকর্মীরা উপস্থিত ছিলেন। তিনি আরও বলেন, গণতন্ত্রের ধারা অব্যাহত রাখতে হলে সবাইকে ঐক্যবদ্ধভাবে কাজ করতে হবে। দেশের উন্নয়নের ধারাবাহিকতা রক্ষায় সরকার সব ধরনের পদক্ষেপ গ্রহণ করেছে বলে তিনি উল্লেখ করেন। সভায় বিভিন্ন সাংগঠনিক বিষয়েও আলোচনা হয়। [1028, 668, 1185, 766]
paper-emblem-icon [1046, 15, 1068, 37]
story-paragraph: বিশ্ব ডায়াবেটিস দিবস উপলক্ষে আয়োজিত আলোচনা সভায় বক্তারা বলেন, নিয়মিত শরীরচর্চা ও সুষম খাদ্যাভ্যাসের মাধ্যমে ডায়াবেটিস প্রতিরোধ সম্ভব। দেশে ডায়াবেটিস আক্রান্ত রোগীর সংখ্যা দিন দিন বাড়ছে। সময়মতো চিকিৎসা না নিলে চোখ, কিডনি ও হৃদযন্ত্রের জটিলতা দেখা দিতে পারে বলে সতর্ক করেন বিশেষজ্ঞ চিকিৎসকরা। [859, 742, 1016, 818]
story-kicker: শেষ পৃষ্ঠার পর [578, 1066, 622, 1076]
story-kicker: শেষ পৃষ্ঠার পর [409, 314, 454, 323]
story-kicker: শেষ পৃষ্ঠার পর [578, 504, 622, 514]
story-headline: ২৫ হাজার টাকা [727, 726, 811, 742]
story-paragraph: ঢাকা স্টক এক্সচেঞ্জে (ডিএসই) গতকাল লেনদেন শেষে প্রধান সূচক ডিএসইএক্স আগের দিনের তুলনায় বৃদ্ধি পেয়েছে। বাজার বিশ্লেষকরা জানান, ব্যাংক, বস্ত্র ও ওষুধ খাতের শেয়ারের দাম বাড়ায় সূচকের এ উত্থান হয়েছে। মোট লেনদেনের পরিমাণ ছিল কয়েকশ কোটি টাকা। বিনিয়োগকারীদের অংশগ্রহণ ধীরে ধীরে বাড়ছে বলে জানিয়েছেন সংশ্লিষ্টরা। [16, 1052, 172, 1139]
story-body [353, 644, 509, 935]
story-body [522, 1268, 678, 1559]
story-headline: নির্বাচন ইস্যুতে [729, 941, 808, 957]
story-paragraph: প্রধানমন্ত্রী বলেন, আগামী নির্বাচনে জনগণ তাদের ভোটাধিকার স্বাধীনভাবে প্রয়োগ করবে। এ সময় দেশের ৪৩টি জেলা থেকে আগত নেতাকর্মীরা উপস্থিত ছিলেন। তিনি আরও বলেন, গণতন্ত্রের ধারা অব্যাহত রাখতে হলে সবাইকে ঐক্যবদ্ধভাবে কাজ করতে হবে। দেশের উন্নয়নের ধারাবাহিকতা রক্ষায় সরকার সব ধরনের পদক্ষেপ গ্রহণ করেছে বলে তিনি উল্লেখ করেন। সভায় বিভিন্ন সাংগঠনিক বিষয়েও আলোচনা হয়। [353, 645, 510, 743]
story [522, 1024, 678, 1205]
story [522, 461, 678, 607]
story-paragraph: তিনি বলেন, দেশের অর্থনৈতিক অগ্রগতি ধরে রাখতে হলে উৎপাদনশীল খাতে বিনিয়োগ বাড়াতে হবে। গত অর্থবছরে রপ্তানি আয় উল্লেখযোগ্য হারে বৃদ্ধি পেয়েছে। বিশেষজ্ঞরা মনে করছেন, চলমান বৈশ্বিক সংকট সত্ত্বেও বাংলাদেশের সামষ্টিক অর্থনীতি তুলনামূলক স্থিতিশীল রয়েছে। তবে মূল্যস্ফীতি নিয়ন্ত্রণে আরও কার্যকর ব্যবস্থা নেওয়ার পরামর্শ দিয়েছেন তারা। [353, 746, 510, 833]
story-headline: অবরোধে সারা দেশে [715, 422, 822, 438]
story-kicker: তৃতীয় পৃষ্ঠার পর [912, 557, 963, 567]
news-column [10, 93, 179, 1834]
news-body [0, 88, 1200, 1836]
story-paragraph: প্রধানমন্ত্রী বলেন, আগামী নির্বাচনে জনগণ তাদের ভোটাধিকার স্বাধীনভাবে প্রয়োগ করবে। এ সময় দেশের ৪৩টি জেলা থেকে আগত নেতাকর্মীরা উপস্থিত ছিলেন। তিনি আরও বলেন, গণতন্ত্রের ধারা অব্যাহত রাখতে হলে সবাইকে ঐক্যবদ্ধভাবে কাজ করতে হবে। দেশের উন্নয়নের ধারাবাহিকতা রক্ষায় সরকার সব ধরনের পদক্ষেপ গ্রহণ করেছে বলে তিনি উল্লেখ করেন। সভায় বিভিন্ন সাংগঠনিক বিষয়েও আলোচনা হয়। [184, 1051, 341, 1149]
story-paragraph: স্বাস্থ্য অধিদপ্তরের তথ্য অনুযায়ী, গত ২৪ ঘণ্টায় ডেঙ্গু আক্রান্ত হয়ে হাসপাতালে ভর্তি হয়েছেন আরও অনেক রোগী। ঢাকার বাইরের জেলাগুলোতেও আক্রান্তের সংখ্যা বাড়ছে। চিকিৎসকরা বলছেন, সচেতনতা বৃদ্ধি ও মশক নিধন কার্যক্রম জোরদার করা না হলে পরিস্থিতি নিয়ন্ত্রণে আনা কঠিন হবে। সিটি করপোরেশন ইতোমধ্যে বিশেষ কর্মসূচি গ্রহণ করেছে। [859, 821, 1016, 908]
section-title: খবরের শেষাংশ [872, 10, 1030, 41]
story-paragraph: প্রধানমন্ত্রী বলেন, আগামী নির্বাচনে জনগণ তাদের ভোটাধিকার স্বাধীনভাবে প্রয়োগ করবে। এ সময় দেশের ৪৩টি জেলা থেকে আগত নেতাকর্মীরা উপস্থিত ছিলেন। তিনি আরও বলেন, গণতন্ত্রের ধারা অব্যাহত রাখতে হলে সবাইকে ঐক্যবদ্ধভাবে কাজ করতে হবে। দেশের উন্নয়নের ধারাবাহিকতা রক্ষায় সরকার সব ধরনের পদক্ষেপ গ্রহণ করেছে বলে তিনি উল্লেখ করেন। সভায় বিভিন্ন সাংগঠনিক বিষয়েও আলোচনা হয়। [184, 860, 341, 958]
story [185, 93, 341, 1240]
story-paragraph: স্বাস্থ্য অধিদপ্তরের তথ্য অনুযায়ী, গত ২৪ ঘণ্টায় ডেঙ্গু আক্রান্ত হয়ে হাসপাতালে ভর্তি হয়েছেন আরও অনেক রোগী। ঢাকার বাইরের জেলাগুলোতেও আক্রান্তের সংখ্যা বাড়ছে। চিকিৎসকরা বলছেন, সচেতনতা বৃদ্ধি ও মশক নিধন কার্যক্রম জোরদার করা না হলে পরিস্থিতি নিয়ন্ত্রণে আনা কঠিন হবে। সিটি করপোরেশন ইতোমধ্যে বিশেষ কর্মসূচি গ্রহণ করেছে। [859, 991, 1016, 1078]
date-line: ১৫ নভেম্বর ২০২৩ ◻ ৩০ কার্তিক ১৪৩০ [596, 48, 1186, 68]
